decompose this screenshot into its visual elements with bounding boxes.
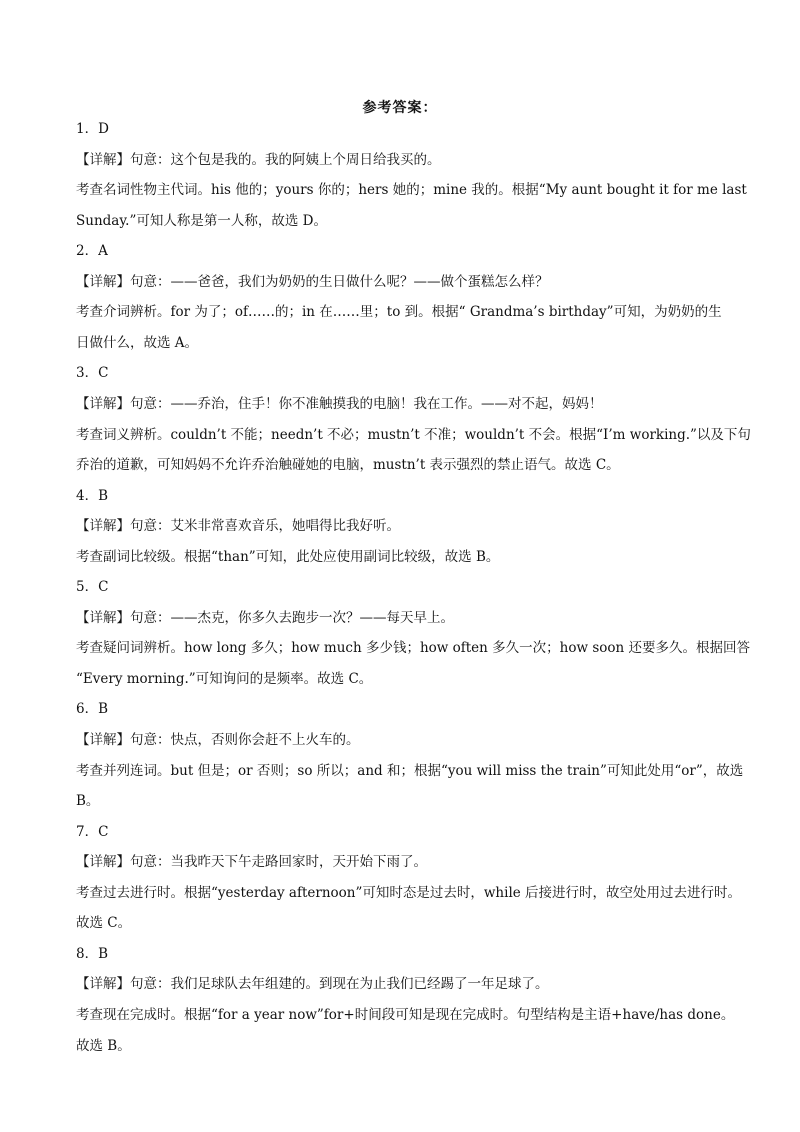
answer-text-line: Sunday.”可知人称是第一人称，故选 D。 bbox=[76, 213, 327, 229]
answer-text-line: 日做什么，故选 A。 bbox=[76, 335, 199, 351]
answer-text-line: 【详解】句意：当我昨天下午走路回家时，天开始下雨了。 bbox=[76, 854, 427, 870]
answer-text-line: 考查词义辨析。couldn’t 不能；needn’t 不必；mustn’t 不准；wouldn’t 不会。根据“I’m working.”以及下句 bbox=[76, 427, 751, 443]
answer-text-line: 【详解】句意：快点，否则你会赶不上火车的。 bbox=[76, 732, 360, 748]
answer-text-line: 【详解】句意：——乔治，住手！你不准触摸我的电脑！我在工作。——对不起，妈妈！ bbox=[76, 396, 603, 412]
answer-text-line: 【详解】句意：艾米非常喜欢音乐，她唱得比我好听。 bbox=[76, 518, 400, 534]
question-answer: 1．D bbox=[76, 121, 109, 137]
question-answer: 8．B bbox=[76, 946, 109, 962]
question-answer: 6．B bbox=[76, 701, 109, 717]
page-title: 参考答案： bbox=[362, 100, 438, 116]
answer-text-line: B。 bbox=[76, 793, 100, 809]
answer-text-line: 故选 B。 bbox=[76, 1038, 131, 1054]
answer-text-line: 考查介词辨析。for 为了；of……的；in 在……里；to 到。根据“ Grandma’s birthday”可知，为奶奶的生 bbox=[76, 304, 722, 320]
answer-text-line: 乔治的道歉，可知妈妈不允许乔治触碰她的电脑，mustn’t 表示强烈的禁止语气。故选 C。 bbox=[76, 457, 620, 473]
answer-text-line: 考查名词性物主代词。his 他的；yours 你的；hers 她的；mine 我的。根据“My aunt bought it for me last bbox=[76, 182, 747, 198]
answer-text-line: 【详解】句意：——爸爸，我们为奶奶的生日做什么呢？——做个蛋糕怎么样？ bbox=[76, 274, 549, 290]
question-answer: 5．C bbox=[76, 579, 109, 595]
answer-text-line: 考查副词比较级。根据“than”可知，此处应使用副词比较级，故选 B。 bbox=[76, 549, 500, 565]
answer-text-line: 【详解】句意：我们足球队去年组建的。到现在为止我们已经踢了一年足球了。 bbox=[76, 976, 549, 992]
answer-text-line: 考查疑问词辨析。how long 多久；how much 多少钱；how often 多久一次；how soon 还要多久。根据回答 bbox=[76, 640, 750, 656]
answer-text-line: 考查过去进行时。根据“yesterday afternoon”可知时态是过去时，while 后接进行时，故空处用过去进行时。 bbox=[76, 885, 742, 901]
answer-text-line: 【详解】句意：这个包是我的。我的阿姨上个周日给我买的。 bbox=[76, 152, 441, 168]
answer-text-line: 【详解】句意：——杰克，你多久去跑步一次？——每天早上。 bbox=[76, 610, 454, 626]
question-answer: 7．C bbox=[76, 824, 109, 840]
answer-text-line: 考查现在完成时。根据“for a year now”for+时间段可知是现在完成时。句型结构是主语+have/has done。 bbox=[76, 1007, 735, 1023]
question-answer: 2．A bbox=[76, 243, 108, 259]
answer-text-line: 考查并列连词。but 但是；or 否则；so 所以；and 和；根据“you will miss the train”可知此处用“or”，故选 bbox=[76, 763, 744, 779]
answer-text-line: “Every morning.”可知询问的是频率。故选 C。 bbox=[76, 671, 373, 687]
answer-text-line: 故选 C。 bbox=[76, 915, 132, 931]
question-answer: 3．C bbox=[76, 365, 109, 381]
question-answer: 4．B bbox=[76, 488, 109, 504]
